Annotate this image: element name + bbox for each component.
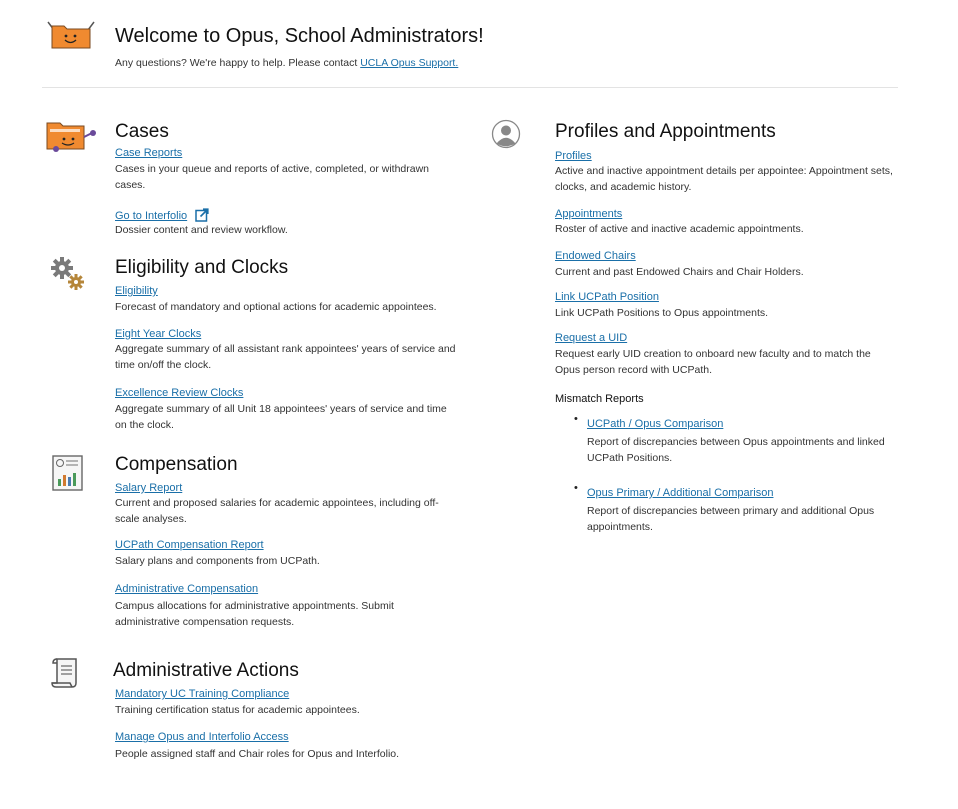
appointments-link[interactable]: Appointments [555, 208, 623, 220]
profiles-link[interactable]: Profiles [555, 150, 592, 162]
eight-year-clocks-desc: Aggregate summary of all assistant rank appointees' years of service and time on/off the clock. [115, 343, 456, 371]
eligibility-desc: Forecast of mandatory and optional actions for academic appointees. [115, 301, 437, 313]
request-a-uid-desc: Request early UID creation to onboard new faculty and to match the Opus person record with UCPath. [555, 348, 871, 376]
page-title: Welcome to Opus, School Administrators! [115, 25, 484, 47]
request-a-uid-link[interactable]: Request a UID [555, 332, 628, 344]
excellence-review-clocks-link[interactable]: Excellence Review Clocks [115, 387, 244, 399]
link-ucpath-position-link[interactable]: Link UCPath Position [555, 291, 659, 303]
gears-icon [49, 255, 87, 293]
eight-year-clocks-link[interactable]: Eight Year Clocks [115, 328, 202, 340]
salary-report-link[interactable]: Salary Report [115, 482, 183, 494]
list-item [587, 414, 900, 466]
ucpath-opus-comparison-desc: Report of discrepancies between Opus appointments and linked UCPath Positions. [587, 436, 885, 464]
endowed-chairs-desc: Current and past Endowed Chairs and Chair Holders. [555, 266, 804, 278]
help-text-label: Any questions? We're happy to help. Please contact [115, 57, 358, 69]
list-item [587, 483, 900, 535]
mandatory-uc-training-compliance-link[interactable]: Mandatory UC Training Compliance [115, 688, 290, 700]
person-avatar-icon [491, 119, 521, 149]
appointments-desc: Roster of active and inactive academic appointments. [555, 223, 804, 235]
help-text [115, 55, 458, 71]
opus-logo-icon [42, 18, 100, 52]
go-to-interfolio-link[interactable]: Go to Interfolio [115, 210, 188, 222]
go-to-interfolio-desc: Dossier content and review workflow. [115, 224, 288, 236]
opus-primary-additional-comparison-link[interactable]: Opus Primary / Additional Comparison [587, 487, 774, 499]
link-ucpath-position-desc: Link UCPath Positions to Opus appointments. [555, 307, 769, 319]
case-folder-icon [44, 117, 98, 153]
administrative-actions-heading: Administrative Actions [113, 660, 299, 681]
scroll-document-icon [50, 656, 82, 690]
profiles-appointments-heading: Profiles and Appointments [555, 121, 776, 142]
salary-document-icon [52, 455, 84, 491]
ucla-opus-support-link[interactable]: UCLA Opus Support. [360, 57, 459, 69]
excellence-review-clocks-desc: Aggregate summary of all Unit 18 appointees' years of service and time on the clock. [115, 403, 447, 431]
case-reports-link[interactable]: Case Reports [115, 147, 183, 159]
administrative-compensation-link[interactable]: Administrative Compensation [115, 583, 259, 595]
ucpath-opus-comparison-link[interactable]: UCPath / Opus Comparison [587, 418, 724, 430]
compensation-heading: Compensation [115, 454, 238, 475]
header-divider [42, 87, 898, 88]
administrative-compensation-desc: Campus allocations for administrative appointments. Submit administrative compensation requests. [115, 600, 394, 628]
cases-heading: Cases [115, 121, 169, 142]
mismatch-reports-list [555, 414, 900, 552]
ucpath-compensation-report-desc: Salary plans and components from UCPath. [115, 555, 320, 567]
profiles-desc: Active and inactive appointment details per appointee: Appointment sets, clocks, and academic history. [555, 165, 893, 193]
ucpath-compensation-report-link[interactable]: UCPath Compensation Report [115, 539, 264, 551]
manage-opus-interfolio-access-link[interactable]: Manage Opus and Interfolio Access [115, 731, 289, 743]
opus-primary-additional-comparison-desc: Report of discrepancies between primary and additional Opus appointments. [587, 505, 875, 533]
salary-report-desc: Current and proposed salaries for academic appointees, including off-scale analyses. [115, 497, 439, 525]
manage-opus-interfolio-access-desc: People assigned staff and Chair roles for Opus and Interfolio. [115, 748, 400, 760]
endowed-chairs-link[interactable]: Endowed Chairs [555, 250, 636, 262]
mismatch-reports-heading: Mismatch Reports [555, 393, 644, 405]
eligibility-heading: Eligibility and Clocks [115, 257, 289, 278]
case-reports-desc: Cases in your queue and reports of active, completed, or withdrawn cases. [115, 163, 430, 191]
mandatory-uc-training-compliance-desc: Training certification status for academic appointees. [115, 704, 360, 716]
eligibility-link[interactable]: Eligibility [115, 285, 158, 297]
